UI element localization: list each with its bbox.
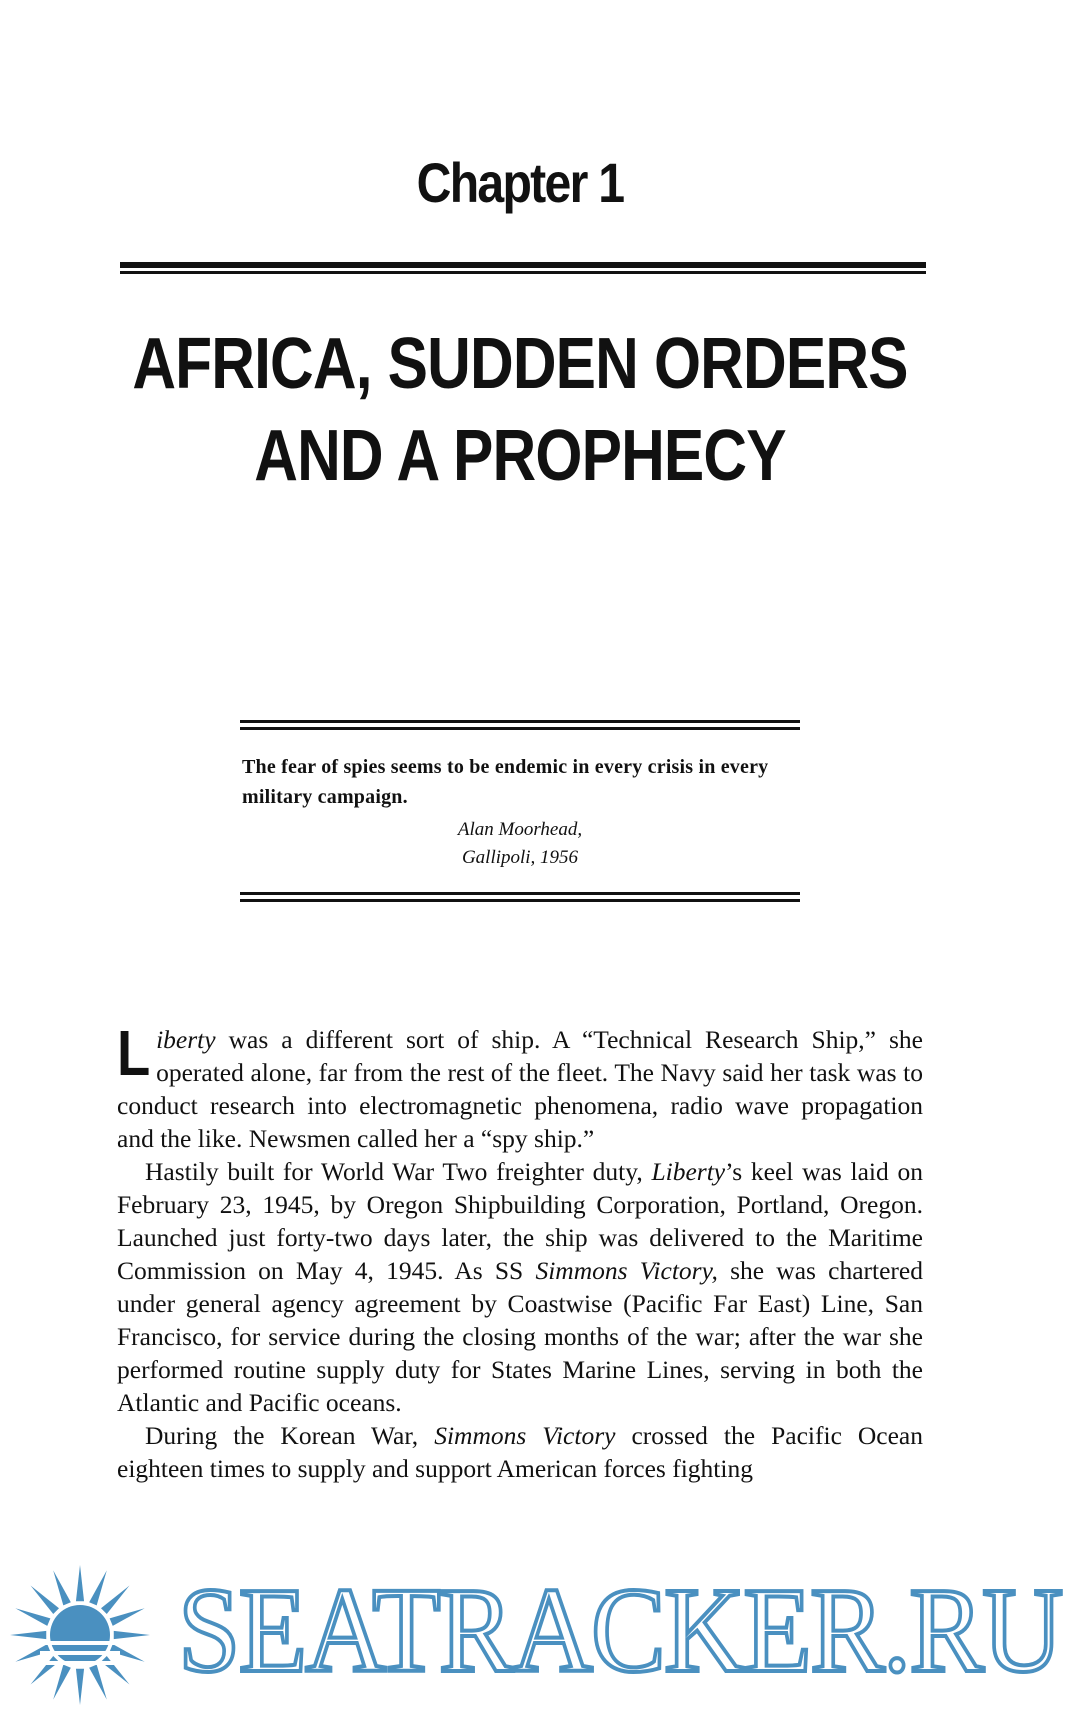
sun-ray (76, 1565, 84, 1601)
sun-ray (15, 1608, 50, 1626)
sun-ray (76, 1669, 84, 1705)
epigraph-source: Gallipoli, 1956 (461, 847, 579, 868)
paragraph-1 (117, 1017, 923, 1155)
sun-logo-icon (0, 1555, 170, 1710)
body-text (117, 1017, 924, 1485)
sun-ray (89, 1570, 107, 1605)
epigraph-quote: The fear of spies seems to be endemic in every crisis in every military campaign. (242, 756, 769, 808)
sun-ray (31, 1656, 60, 1685)
paragraph-3-text-a: During the Korean War, (145, 1421, 435, 1450)
paragraph-2-text-b: ’s keel was laid on February 23, 1945, by Oregon Shipbuilding Corporation, Portland, Oregon. Launched just forty-two days later, the ship was delivered to the Maritime Commission on May 4, 1945. As SS (117, 1157, 923, 1285)
drop-cap: L (117, 1017, 151, 1089)
epigraph-rule-top (240, 720, 800, 730)
sun-ray (10, 1631, 46, 1639)
sun-ray (110, 1608, 145, 1626)
paragraph-2 (117, 1155, 923, 1419)
sun-ray (101, 1586, 130, 1615)
ship-name-italic: iberty (156, 1025, 216, 1054)
sun-ray (89, 1665, 107, 1700)
chapter-label: Chapter 1 (416, 151, 624, 214)
paragraph-3 (117, 1419, 923, 1485)
chapter-title-line-1: AFRICA, SUDDEN ORDERS (132, 324, 908, 404)
ship-name-italic: Simmons Victory (434, 1421, 616, 1450)
sun-ray (53, 1570, 71, 1605)
epigraph-author: Alan Moorhead, (457, 819, 583, 840)
sun-ray (53, 1665, 71, 1700)
sun-ray (114, 1631, 150, 1639)
title-divider (120, 262, 926, 274)
epigraph-rule-bottom (240, 892, 800, 902)
ship-name-italic: Simmons Victory, (535, 1256, 718, 1285)
ship-name-italic: Liberty (651, 1157, 726, 1186)
chapter-title-line-2: AND A PROPHECY (254, 416, 786, 496)
paragraph-1-text: was a different sort of ship. A “Technical Research Ship,” she operated alone, far from the rest of the fleet. The Navy said her task was to conduct research into electromagnetic phenomena, radio wave propagation and the like. Newsmen called her a “spy ship.” (117, 1025, 923, 1153)
paragraph-2-text-a: Hastily built for World War Two freighter duty, (145, 1157, 652, 1186)
sun-ray (31, 1586, 60, 1615)
paragraph-3-text-b: crossed the Pacific Ocean eighteen times to supply and support American forces fighting (117, 1421, 924, 1483)
sun-ray (101, 1656, 130, 1685)
watermark-text: SEATRACKER.RU (178, 1563, 1062, 1698)
paragraph-2-text-c: she was chartered under general agency agreement by Coastwise (Pacific Far East) Line, San Francisco, for service during the closing months of the war; after the war she performed routine supply duty for States Marine Lines, serving in both the Atlantic and Pacific oceans. (117, 1256, 923, 1417)
chapter-title (83, 318, 957, 502)
